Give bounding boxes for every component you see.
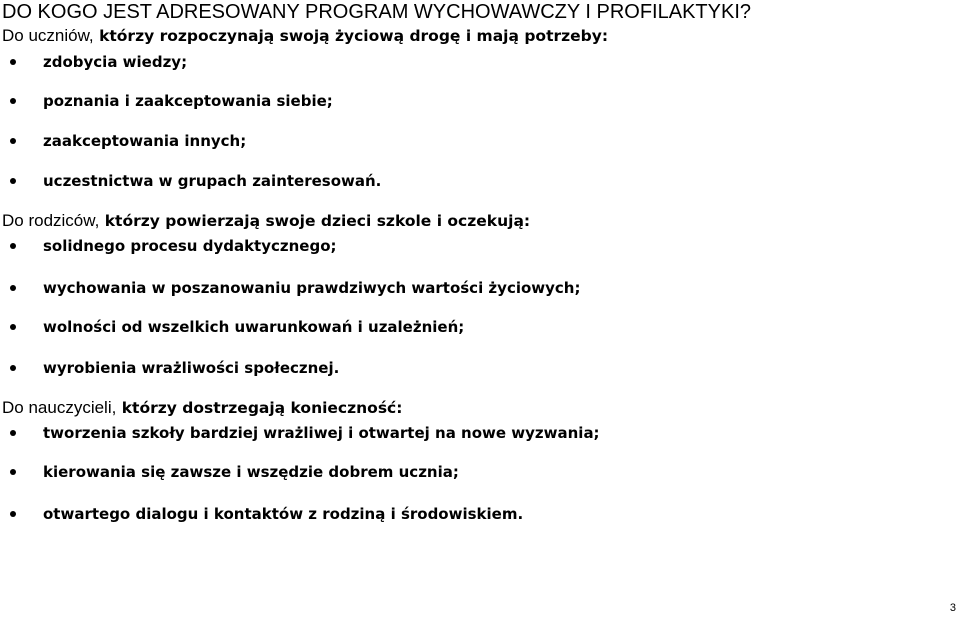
page-number: 3 [949,602,956,614]
list-item-text: tworzenia szkoły bardziej wrażliwej i otwartej na nowe wyzwania; [43,424,600,442]
list-item-text: zdobycia wiedzy; [43,53,188,71]
bullet-icon [10,178,16,184]
page-heading: DO KOGO JEST ADRESOWANY PROGRAM WYCHOWAWCZY I PROFILAKTYKI? [2,1,751,23]
list-item-text: wyrobienia wrażliwości społecznej. [43,359,340,377]
list-item-text: otwartego dialogu i kontaktów z rodziną i środowiskiem. [43,505,524,523]
list-item-text: uczestnictwa w grupach zainteresowań. [43,172,382,190]
bullet-icon [10,59,16,65]
list-item-text: poznania i zaakceptowania siebie; [43,92,333,110]
list-item-text: kierowania się zawsze i wszędzie dobrem ucznia; [43,463,459,481]
section-intro-rest: którzy dostrzegają konieczność: [116,399,403,417]
bullet-icon [10,98,16,104]
section-intro-rest: którzy rozpoczynają swoją życiową drogę i mają potrzeby: [93,27,609,45]
list-item-text: wolności od wszelkich uwarunkowań i uzależnień; [43,318,465,336]
bullet-icon [10,365,16,371]
list-item-text: zaakceptowania innych; [43,132,247,150]
bullet-icon [10,243,16,249]
section-intro-parents [2,210,530,232]
bullet-icon [10,285,16,291]
section-intro-teachers [2,397,402,419]
list-item-text: wychowania w poszanowaniu prawdziwych wartości życiowych; [43,279,581,297]
bullet-icon [10,469,16,475]
bullet-icon [10,324,16,330]
section-intro-lead: Do nauczycieli, [2,398,117,417]
section-intro-lead: Do uczniów, [2,26,94,45]
bullet-icon [10,511,16,517]
section-intro-rest: którzy powierzają swoje dzieci szkole i oczekują: [99,212,531,230]
list-item-text: solidnego procesu dydaktycznego; [43,237,337,255]
bullet-icon [10,138,16,144]
bullet-icon [10,430,16,436]
section-intro-lead: Do rodziców, [2,211,100,230]
section-intro-students [2,25,608,47]
